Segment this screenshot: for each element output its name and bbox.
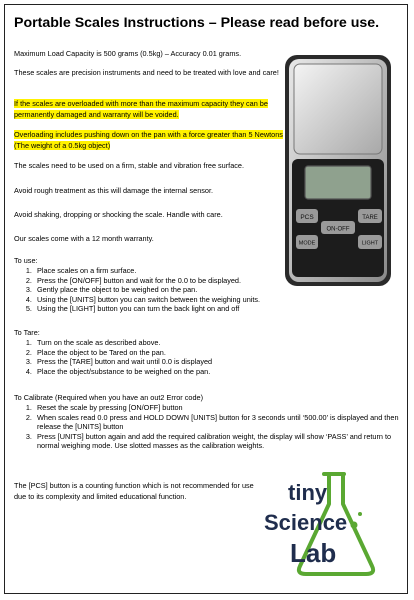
list-item: 2. Place the object to be Tared on the pan.	[34, 348, 394, 358]
force-warning	[14, 129, 299, 151]
list-item: 4. Place the object/substance to be weighed on the pan.	[34, 367, 394, 377]
list-item: 2. When scales read 0.0 press and HOLD DOWN [UNITS] button for 3 seconds until ‘500.00’ is displayed and then release the [UNITS] button	[34, 413, 399, 432]
precision-text: These scales are precision instruments and need to be treated with love and care!	[14, 68, 279, 77]
digital-scale-image	[283, 53, 393, 288]
list-item: 2. Press the [ON/OFF] button and wait for the 0.0 to be displayed.	[34, 276, 394, 286]
overload-warning-text: If the scales are overloaded with more than the maximum capacity they can be permanently damaged and warranty will be voided.	[14, 99, 268, 119]
logo-word-lab: Lab	[290, 538, 337, 568]
logo-word-tiny: tiny	[288, 480, 328, 505]
to-tare-section	[14, 327, 394, 376]
page-title: Portable Scales Instructions – Please read before use.	[14, 15, 380, 31]
list-item: 5. Using the [LIGHT] button you can turn the back light on and off	[34, 304, 394, 314]
mode-button-label: MODE	[298, 240, 316, 247]
list-item: 3. Press the [TARE] button and wait until 0.0 is displayed	[34, 357, 394, 367]
list-item: 4. Using the [UNITS] button you can switch between the weighing units.	[34, 295, 394, 305]
list-item: 1. Place scales on a firm surface.	[34, 266, 394, 276]
scale-lcd	[305, 166, 371, 199]
to-use-heading: To use:	[14, 256, 38, 265]
to-tare-heading: To Tare:	[14, 328, 40, 337]
pcs-button-label: PCS	[300, 214, 314, 221]
force-warning-text: Overloading includes pushing down on the pan with a force greater than 5 Newtons (The weight of a 0.5kg object)	[14, 130, 283, 150]
list-item: 1. Reset the scale by pressing [ON/OFF] button	[34, 403, 399, 413]
warranty-text: Our scales come with a 12 month warranty.	[14, 234, 154, 243]
on-off-button-label: ON-OFF	[326, 226, 350, 233]
surface-text: The scales need to be used on a firm, stable and vibration free surface.	[14, 161, 244, 170]
to-calibrate-steps	[14, 403, 399, 451]
bubble-icon	[358, 512, 362, 516]
bubble-icon	[351, 522, 358, 529]
pcs-note: The [PCS] button is a counting function which is not recommended for use due to its complexity and limited educational function.	[14, 481, 254, 501]
tiny-science-lab-logo	[262, 470, 392, 578]
light-button-label: LIGHT	[361, 240, 379, 247]
logo-word-science: Science	[264, 510, 348, 535]
to-tare-steps	[14, 338, 394, 376]
list-item: 1. Turn on the scale as described above.	[34, 338, 394, 348]
to-calibrate-section	[14, 392, 399, 451]
list-item: 3. Gently place the object to be weighed on the pan.	[34, 285, 394, 295]
list-item: 3. Press [UNITS] button again and add the required calibration weight, the display will show ‘PASS’ and return to normal weighing mode. Use slotted masses as the calibration weights.	[34, 432, 399, 451]
shaking-text: Avoid shaking, dropping or shocking the scale. Handle with care.	[14, 210, 223, 219]
rough-text: Avoid rough treatment as this will damage the internal sensor.	[14, 186, 214, 195]
max-load-text: Maximum Load Capacity is 500 grams (0.5kg) – Accuracy 0.01 grams.	[14, 49, 242, 58]
to-calibrate-heading: To Calibrate (Required when you have an out2 Error code)	[14, 393, 204, 402]
scale-pan	[294, 64, 382, 154]
tare-button-label: TARE	[362, 215, 378, 221]
overload-warning	[14, 98, 292, 120]
